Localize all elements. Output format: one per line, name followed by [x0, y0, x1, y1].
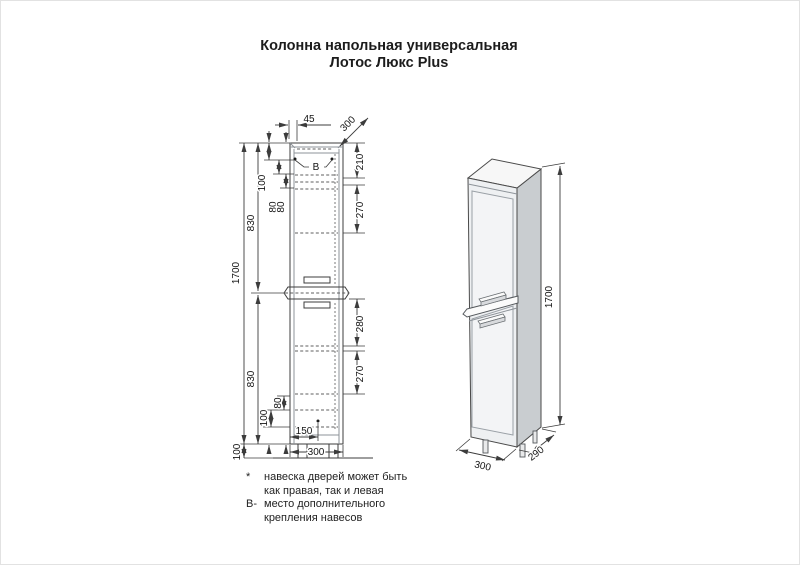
footnote-b-prefix: В- [246, 498, 257, 510]
front-dim-80-bottom-label: 80 [273, 397, 284, 409]
front-dim-depth-300-label: 300 [338, 114, 359, 135]
footnote-b-line-1 [246, 498, 486, 512]
front-dim-100-top-label: 100 [257, 174, 268, 192]
front-dim-270-upper-label: 270 [355, 201, 366, 219]
footnote-text-2: как правая, так и левая [264, 484, 384, 497]
front-dim-280-label: 280 [355, 315, 366, 333]
footnote-text-3: место дополнительного [264, 498, 386, 510]
front-bottom-dimensions [290, 420, 343, 459]
footnotes [246, 471, 486, 525]
footnote-bullet: * [246, 471, 251, 483]
front-label-b: В [312, 162, 320, 173]
footnote-text-1: навеска дверей может быть [264, 471, 408, 483]
front-dim-100-bottom-label: 100 [259, 409, 270, 427]
front-dim-830-upper-label: 830 [246, 214, 257, 232]
front-dim-210-label: 210 [355, 153, 366, 171]
iso-dim-300-label: 300 [473, 459, 492, 474]
title-line-2: Лотос Люкс Plus [329, 55, 449, 71]
front-dim-80-a-label: 80 [268, 201, 279, 213]
front-view-drawing [231, 114, 373, 460]
footnote-asterisk-line-2 [246, 485, 486, 499]
front-mounting-marker-b [294, 158, 334, 174]
front-dim-1700-label: 1700 [231, 261, 242, 285]
iso-view-drawing [456, 159, 565, 474]
front-dim-270-lower-label: 270 [355, 365, 366, 383]
front-shelf-dashed-lines [295, 149, 338, 431]
title-line-1: Колонна напольная универсальная [260, 38, 518, 54]
front-left-dimensions [231, 131, 287, 460]
iso-dim-290-label: 290 [526, 444, 547, 464]
front-dim-80-b-label: 80 [276, 201, 287, 213]
front-right-dimensions [355, 143, 366, 394]
iso-dim-1700-label: 1700 [544, 285, 555, 309]
footnote-text-4: крепления навесов [264, 511, 363, 524]
footnote-asterisk-line-1 [246, 471, 486, 485]
front-dim-830-lower-label: 830 [246, 370, 257, 388]
front-dim-100-leg-label: 100 [232, 443, 243, 461]
front-dim-150-label: 150 [295, 426, 313, 437]
front-dim-45-label: 45 [303, 114, 315, 125]
footnote-b-line-2 [246, 512, 486, 526]
front-dim-300-label: 300 [307, 447, 325, 458]
